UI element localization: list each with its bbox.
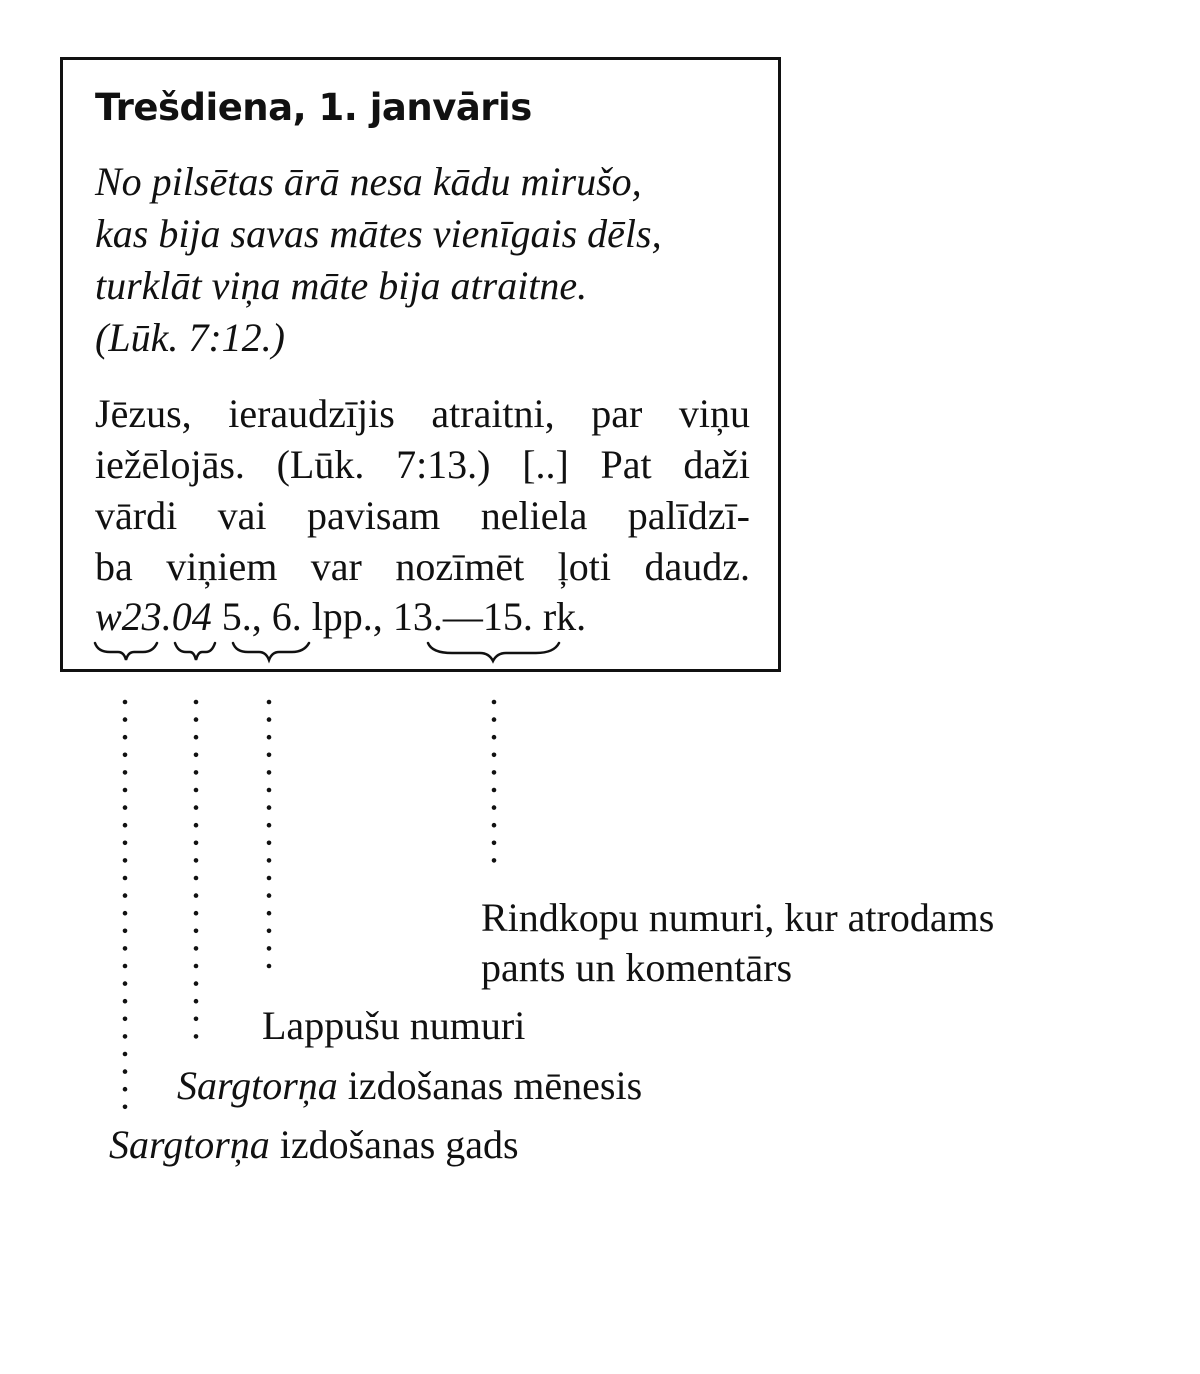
comment-word: pavisam: [306, 493, 441, 538]
comment-word: vai: [217, 493, 267, 538]
leader-year-dot: [123, 805, 128, 810]
leader-year-dot: [123, 911, 128, 916]
ref-month: 04: [171, 594, 212, 639]
label-month-italic: Sargtorņa: [177, 1063, 338, 1108]
ref-year-issue: w23: [95, 594, 162, 639]
leader-month-dot: [194, 999, 199, 1004]
leader-year-dot: [123, 823, 128, 828]
leader-year-dot: [123, 964, 128, 969]
leader-pages-dot: [267, 735, 272, 740]
leader-year-dot: [123, 1052, 128, 1057]
leader-year-dot: [123, 1069, 128, 1074]
comment-word: par: [591, 391, 643, 436]
leader-paragraphs-dot: [492, 823, 497, 828]
leader-month-dot: [194, 788, 199, 793]
leader-month-dot: [194, 1017, 199, 1022]
comment-word: atraitni,: [431, 391, 555, 436]
leader-month-dot: [194, 1034, 199, 1039]
label-year-rest: izdošanas gads: [269, 1122, 519, 1167]
leader-month-dot: [194, 805, 199, 810]
leader-paragraphs-dot: [492, 788, 497, 793]
leader-month-dot: [194, 700, 199, 705]
leader-pages-dot: [267, 788, 272, 793]
leader-year-dot: [123, 841, 128, 846]
label-year-italic: Sargtorņa: [109, 1122, 270, 1167]
verse-line: kas bija savas mātes vienīgais dēls,: [95, 211, 662, 256]
comment-word: ba: [95, 544, 133, 589]
leader-month-dot: [194, 929, 199, 934]
comment-word: (Lūk.: [276, 442, 365, 487]
leader-pages-dot: [267, 876, 272, 881]
comment-word: vārdi: [95, 493, 178, 538]
leader-year-dot: [123, 1105, 128, 1110]
leader-month-dot: [194, 981, 199, 986]
leader-month-dot: [194, 735, 199, 740]
leader-paragraphs-dot: [492, 805, 497, 810]
comment-word: Jēzus,: [95, 391, 192, 436]
leader-year-dot: [123, 1034, 128, 1039]
leader-pages-dot: [267, 700, 272, 705]
comment-word: ļoti: [557, 544, 612, 589]
leader-year-dot: [123, 700, 128, 705]
label-month-rest: izdošanas mēnesis: [337, 1063, 643, 1108]
verse-line: (Lūk. 7:12.): [95, 315, 285, 360]
comment-word: Pat: [600, 442, 652, 487]
leader-month-dot: [194, 770, 199, 775]
verse-text: [95, 156, 750, 364]
leader-year-dot: [123, 735, 128, 740]
leader-month-dot: [194, 753, 199, 758]
comment-word: daži: [683, 442, 750, 487]
leader-pages-dot: [267, 964, 272, 969]
leader-year-dot: [123, 1087, 128, 1092]
comment-word: 7:13.): [396, 442, 491, 487]
ref-paragraphs: 13.—15.: [392, 594, 533, 639]
ref-pages-suffix: lpp.,: [301, 594, 393, 639]
label-paragraph-numbers: [481, 893, 994, 993]
leader-pages-dot: [267, 823, 272, 828]
leader-year-dot: [123, 893, 128, 898]
leader-paragraphs-dot: [492, 753, 497, 758]
leader-month-dot: [194, 946, 199, 951]
comment-word: iežēlojās.: [95, 442, 245, 487]
leader-pages-dot: [267, 770, 272, 775]
comment-word: viņu: [678, 391, 750, 436]
leader-month-dot: [194, 893, 199, 898]
comment-word: var: [310, 544, 362, 589]
leader-pages-dot: [267, 911, 272, 916]
comment-word: ieraudzījis: [228, 391, 395, 436]
leader-pages-dot: [267, 946, 272, 951]
leader-year-dot: [123, 929, 128, 934]
ref-paragraphs-suffix: rk.: [532, 594, 587, 639]
leader-month-dot: [194, 717, 199, 722]
leader-year-dot: [123, 1017, 128, 1022]
ref-pages: 5., 6.: [221, 594, 302, 639]
leader-year-dot: [123, 999, 128, 1004]
leader-month-dot: [194, 858, 199, 863]
leader-month-dot: [194, 841, 199, 846]
comment-text: [95, 388, 750, 592]
comment-word: neliela: [480, 493, 588, 538]
leader-year-dot: [123, 946, 128, 951]
leader-paragraphs-dot: [492, 735, 497, 740]
leader-paragraphs-dot: [492, 700, 497, 705]
verse-line: turklāt viņa māte bija atraitne.: [95, 263, 588, 308]
comment-word: [..]: [522, 442, 569, 487]
leader-year-dot: [123, 717, 128, 722]
leader-year-dot: [123, 876, 128, 881]
leader-year-dot: [123, 981, 128, 986]
label-issue-month: [177, 1061, 642, 1111]
leader-year-dot: [123, 770, 128, 775]
leader-paragraphs-dot: [492, 717, 497, 722]
leader-month-dot: [194, 964, 199, 969]
leader-pages-dot: [267, 841, 272, 846]
verse-line: No pilsētas ārā nesa kādu mirušo,: [95, 159, 642, 204]
leader-month-dot: [194, 911, 199, 916]
comment-line: [95, 388, 750, 439]
label-paragraph-line: pants un komentārs: [481, 945, 793, 990]
leader-paragraphs-dot: [492, 858, 497, 863]
label-paragraph-line: Rindkopu numuri, kur atrodams: [481, 895, 995, 940]
leader-pages-dot: [267, 717, 272, 722]
leader-pages-dot: [267, 893, 272, 898]
leader-pages-dot: [267, 753, 272, 758]
comment-line: [95, 490, 750, 541]
comment-word: palīdzī-: [627, 493, 750, 538]
label-page-numbers: Lappušu numuri: [262, 1003, 526, 1048]
leader-pages-dot: [267, 929, 272, 934]
label-issue-year: [109, 1120, 519, 1170]
ref-dot: .: [161, 594, 172, 639]
comment-line: [95, 541, 750, 592]
day-title: Trešdiena, 1. janvāris: [95, 86, 532, 129]
leader-year-dot: [123, 858, 128, 863]
leader-month-dot: [194, 823, 199, 828]
leader-paragraphs-dot: [492, 770, 497, 775]
comment-word: daudz.: [644, 544, 750, 589]
comment-word: viņiem: [166, 544, 278, 589]
leader-pages-dot: [267, 805, 272, 810]
leader-month-dot: [194, 876, 199, 881]
comment-line: [95, 439, 750, 490]
comment-word: nozīmēt: [395, 544, 525, 589]
leader-year-dot: [123, 788, 128, 793]
reference-line: [95, 592, 586, 642]
leader-pages-dot: [267, 858, 272, 863]
leader-year-dot: [123, 753, 128, 758]
leader-paragraphs-dot: [492, 841, 497, 846]
